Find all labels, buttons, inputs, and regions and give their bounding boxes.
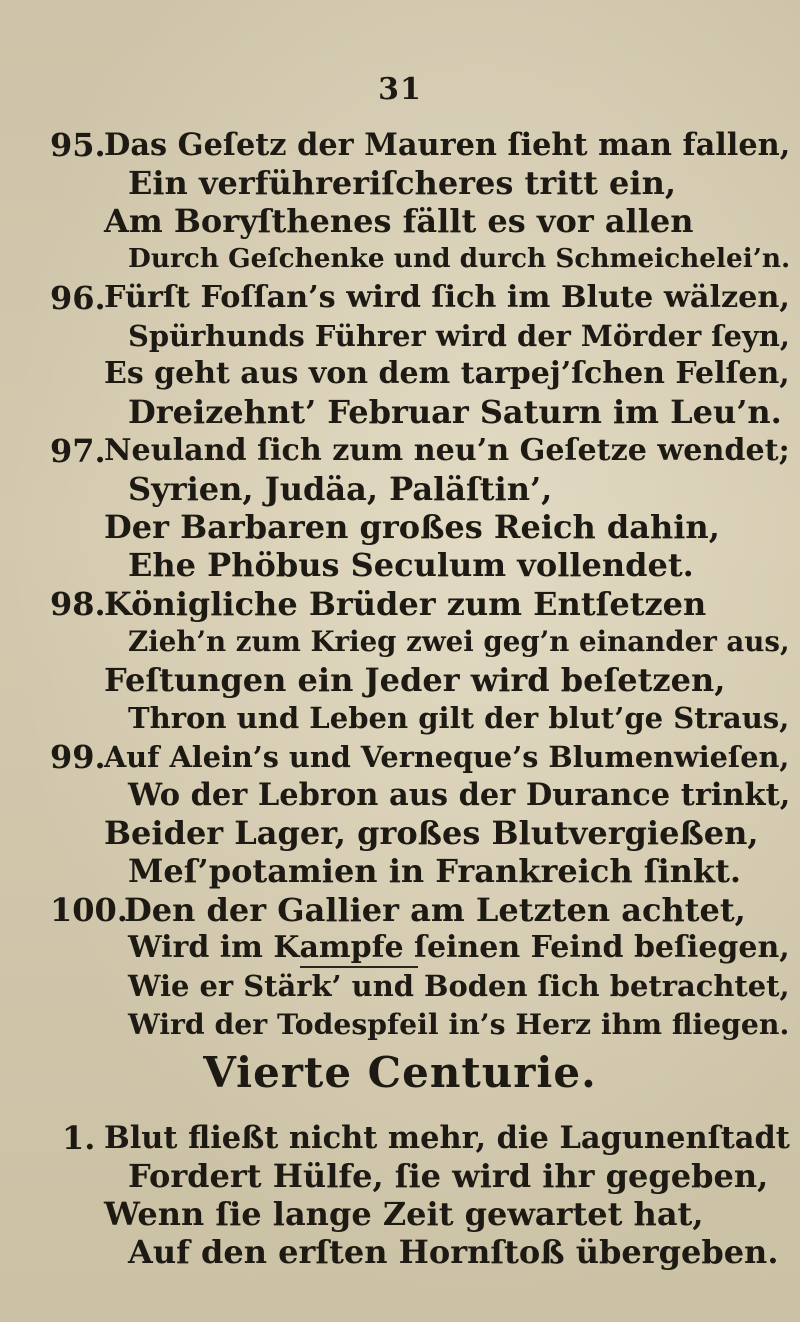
verse-line: Thron und Leben gilt der blut’ge Straus, bbox=[128, 701, 790, 735]
verse-line: Wird im Kampfe ſeinen Feind beſiegen, bbox=[128, 930, 790, 965]
verse-line: Neuland ſich zum neu’n Geſetze wendet; bbox=[104, 433, 790, 468]
verse-line: Am Boryſthenes fällt es vor allen bbox=[104, 202, 694, 240]
stanza-number: 1. bbox=[62, 1119, 96, 1157]
verse-line: Es geht aus von dem tarpej’ſchen Felſen, bbox=[104, 356, 790, 391]
verse-line: Beider Lager, großes Blutvergießen, bbox=[104, 814, 759, 852]
stanza-number: 99. bbox=[50, 738, 106, 776]
verse-line: Zieh’n zum Krieg zwei geg’n einander aus, bbox=[128, 625, 790, 658]
verse-line: Ehe Phöbus Seculum vollendet. bbox=[128, 546, 694, 584]
verse-line: Auf Alein’s und Verneque’s Blumenwieſen, bbox=[104, 740, 790, 774]
verse-line: Der Barbaren großes Reich dahin, bbox=[104, 508, 720, 546]
verse-line: Durch Geſchenke und durch Schmeichelei’n. bbox=[128, 243, 791, 274]
verse-line: Spürhunds Führer wird der Mörder ſeyn, bbox=[128, 319, 790, 353]
verse-line: Blut fließt nicht mehr, die Lagunenſtadt bbox=[104, 1120, 790, 1156]
verse-line: Wird der Todespfeil in’s Herz ihm fliegen. bbox=[128, 1007, 790, 1041]
stanza-number: 96. bbox=[50, 279, 106, 317]
verse-line: Wo der Lebron aus der Durance trinkt, bbox=[128, 777, 791, 813]
verse-line: Den der Gallier am Letzten achtet, bbox=[124, 891, 746, 929]
verse-line: Fürſt Foſſan’s wird ſich im Blute wälzen, bbox=[104, 280, 790, 315]
verse-line: Feſtungen ein Jeder wird beſetzen, bbox=[104, 661, 726, 699]
verse-line: Dreizehnt’ Februar Saturn im Leu’n. bbox=[128, 393, 782, 431]
verse-line: Fordert Hülfe, ſie wird ihr gegeben, bbox=[128, 1157, 769, 1195]
stanza-number: 97. bbox=[50, 432, 106, 470]
verse-line: Das Geſetz der Mauren ſieht man fallen, bbox=[104, 127, 791, 163]
verse-line: Auf den erſten Hornſtoß übergeben. bbox=[128, 1233, 779, 1271]
section-divider bbox=[300, 966, 418, 968]
verse-line: Ein verführeriſcheres tritt ein, bbox=[128, 164, 676, 202]
stanza-number: 98. bbox=[50, 585, 106, 623]
stanza-number: 95. bbox=[50, 126, 106, 164]
verse-line: Meſ’potamien in Frankreich ſinkt. bbox=[128, 852, 741, 890]
section-heading: Vierte Centurie. bbox=[203, 1048, 597, 1097]
verse-line: Königliche Brüder zum Entſetzen bbox=[104, 585, 707, 623]
verse-line: Wie er Stärk’ und Boden ſich betrachtet, bbox=[128, 969, 790, 1003]
verse-line: Syrien, Judäa, Paläſtin’, bbox=[128, 470, 553, 508]
page-number: 31 bbox=[378, 72, 422, 107]
verse-line: Wenn ſie lange Zeit gewartet hat, bbox=[104, 1195, 704, 1233]
stanza-number: 100. bbox=[50, 891, 128, 929]
